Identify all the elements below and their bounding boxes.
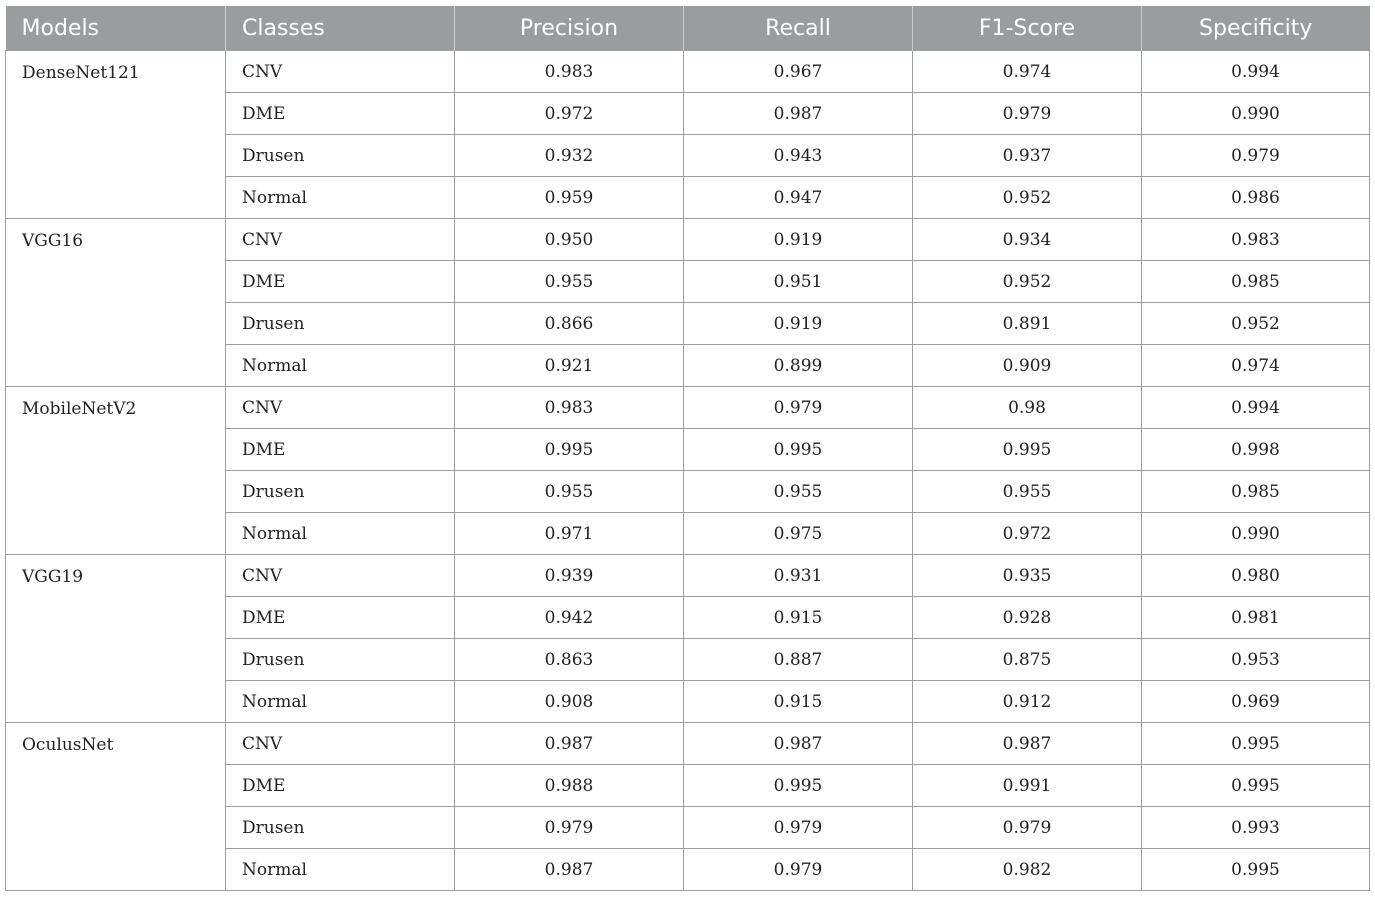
recall-cell: 0.943 xyxy=(684,135,913,177)
class-name-cell: Drusen xyxy=(226,807,455,849)
recall-cell: 0.931 xyxy=(684,555,913,597)
precision-cell: 0.987 xyxy=(455,849,684,891)
class-name-cell: Normal xyxy=(226,345,455,387)
precision-cell: 0.932 xyxy=(455,135,684,177)
specificity-cell: 0.969 xyxy=(1142,681,1370,723)
f1-score-cell: 0.928 xyxy=(913,597,1142,639)
results-table-container xyxy=(5,6,1369,891)
f1-score-cell: 0.909 xyxy=(913,345,1142,387)
header-f1-score: F1-Score xyxy=(913,6,1142,51)
precision-cell: 0.942 xyxy=(455,597,684,639)
f1-score-cell: 0.891 xyxy=(913,303,1142,345)
specificity-cell: 0.994 xyxy=(1142,387,1370,429)
class-name-cell: Normal xyxy=(226,849,455,891)
class-name-cell: DME xyxy=(226,261,455,303)
table-row xyxy=(6,555,1370,597)
class-name-cell: Normal xyxy=(226,681,455,723)
model-name-cell: VGG16 xyxy=(6,219,226,387)
recall-cell: 0.979 xyxy=(684,387,913,429)
recall-cell: 0.947 xyxy=(684,177,913,219)
specificity-cell: 0.974 xyxy=(1142,345,1370,387)
header-specificity: Specificity xyxy=(1142,6,1370,51)
f1-score-cell: 0.955 xyxy=(913,471,1142,513)
precision-cell: 0.955 xyxy=(455,261,684,303)
f1-score-cell: 0.875 xyxy=(913,639,1142,681)
f1-score-cell: 0.995 xyxy=(913,429,1142,471)
precision-cell: 0.971 xyxy=(455,513,684,555)
model-name-cell: DenseNet121 xyxy=(6,51,226,219)
recall-cell: 0.987 xyxy=(684,93,913,135)
f1-score-cell: 0.952 xyxy=(913,261,1142,303)
recall-cell: 0.979 xyxy=(684,807,913,849)
precision-cell: 0.983 xyxy=(455,51,684,93)
f1-score-cell: 0.98 xyxy=(913,387,1142,429)
precision-cell: 0.863 xyxy=(455,639,684,681)
precision-cell: 0.866 xyxy=(455,303,684,345)
class-name-cell: CNV xyxy=(226,723,455,765)
precision-cell: 0.908 xyxy=(455,681,684,723)
recall-cell: 0.967 xyxy=(684,51,913,93)
precision-cell: 0.955 xyxy=(455,471,684,513)
specificity-cell: 0.953 xyxy=(1142,639,1370,681)
specificity-cell: 0.981 xyxy=(1142,597,1370,639)
class-name-cell: DME xyxy=(226,93,455,135)
specificity-cell: 0.995 xyxy=(1142,765,1370,807)
f1-score-cell: 0.987 xyxy=(913,723,1142,765)
precision-cell: 0.988 xyxy=(455,765,684,807)
table-header xyxy=(6,6,1370,51)
header-row xyxy=(6,6,1370,51)
precision-cell: 0.939 xyxy=(455,555,684,597)
f1-score-cell: 0.952 xyxy=(913,177,1142,219)
f1-score-cell: 0.979 xyxy=(913,93,1142,135)
table-row xyxy=(6,387,1370,429)
model-name-cell: MobileNetV2 xyxy=(6,387,226,555)
recall-cell: 0.899 xyxy=(684,345,913,387)
precision-cell: 0.959 xyxy=(455,177,684,219)
class-name-cell: Drusen xyxy=(226,639,455,681)
table-row xyxy=(6,51,1370,93)
header-models: Models xyxy=(6,6,226,51)
specificity-cell: 0.990 xyxy=(1142,513,1370,555)
table-body xyxy=(6,51,1370,891)
f1-score-cell: 0.937 xyxy=(913,135,1142,177)
model-name-cell: VGG19 xyxy=(6,555,226,723)
precision-cell: 0.987 xyxy=(455,723,684,765)
recall-cell: 0.995 xyxy=(684,429,913,471)
specificity-cell: 0.998 xyxy=(1142,429,1370,471)
class-name-cell: Normal xyxy=(226,513,455,555)
class-name-cell: Drusen xyxy=(226,135,455,177)
specificity-cell: 0.983 xyxy=(1142,219,1370,261)
f1-score-cell: 0.982 xyxy=(913,849,1142,891)
table-row xyxy=(6,723,1370,765)
class-name-cell: DME xyxy=(226,597,455,639)
class-name-cell: DME xyxy=(226,765,455,807)
f1-score-cell: 0.912 xyxy=(913,681,1142,723)
specificity-cell: 0.952 xyxy=(1142,303,1370,345)
header-precision: Precision xyxy=(455,6,684,51)
class-name-cell: CNV xyxy=(226,51,455,93)
recall-cell: 0.915 xyxy=(684,597,913,639)
class-name-cell: CNV xyxy=(226,387,455,429)
f1-score-cell: 0.979 xyxy=(913,807,1142,849)
class-name-cell: DME xyxy=(226,429,455,471)
precision-cell: 0.921 xyxy=(455,345,684,387)
recall-cell: 0.975 xyxy=(684,513,913,555)
precision-cell: 0.995 xyxy=(455,429,684,471)
specificity-cell: 0.985 xyxy=(1142,471,1370,513)
table-row xyxy=(6,219,1370,261)
specificity-cell: 0.979 xyxy=(1142,135,1370,177)
specificity-cell: 0.993 xyxy=(1142,807,1370,849)
specificity-cell: 0.995 xyxy=(1142,849,1370,891)
f1-score-cell: 0.934 xyxy=(913,219,1142,261)
specificity-cell: 0.990 xyxy=(1142,93,1370,135)
recall-cell: 0.951 xyxy=(684,261,913,303)
f1-score-cell: 0.991 xyxy=(913,765,1142,807)
header-classes: Classes xyxy=(226,6,455,51)
f1-score-cell: 0.935 xyxy=(913,555,1142,597)
recall-cell: 0.919 xyxy=(684,219,913,261)
class-name-cell: Normal xyxy=(226,177,455,219)
specificity-cell: 0.980 xyxy=(1142,555,1370,597)
header-recall: Recall xyxy=(684,6,913,51)
specificity-cell: 0.985 xyxy=(1142,261,1370,303)
f1-score-cell: 0.974 xyxy=(913,51,1142,93)
recall-cell: 0.915 xyxy=(684,681,913,723)
model-name-cell: OculusNet xyxy=(6,723,226,891)
class-name-cell: Drusen xyxy=(226,303,455,345)
recall-cell: 0.887 xyxy=(684,639,913,681)
class-name-cell: CNV xyxy=(226,555,455,597)
recall-cell: 0.955 xyxy=(684,471,913,513)
results-table xyxy=(5,6,1370,891)
recall-cell: 0.979 xyxy=(684,849,913,891)
precision-cell: 0.983 xyxy=(455,387,684,429)
class-name-cell: Drusen xyxy=(226,471,455,513)
precision-cell: 0.950 xyxy=(455,219,684,261)
specificity-cell: 0.994 xyxy=(1142,51,1370,93)
precision-cell: 0.972 xyxy=(455,93,684,135)
recall-cell: 0.987 xyxy=(684,723,913,765)
recall-cell: 0.995 xyxy=(684,765,913,807)
class-name-cell: CNV xyxy=(226,219,455,261)
f1-score-cell: 0.972 xyxy=(913,513,1142,555)
specificity-cell: 0.995 xyxy=(1142,723,1370,765)
specificity-cell: 0.986 xyxy=(1142,177,1370,219)
recall-cell: 0.919 xyxy=(684,303,913,345)
precision-cell: 0.979 xyxy=(455,807,684,849)
